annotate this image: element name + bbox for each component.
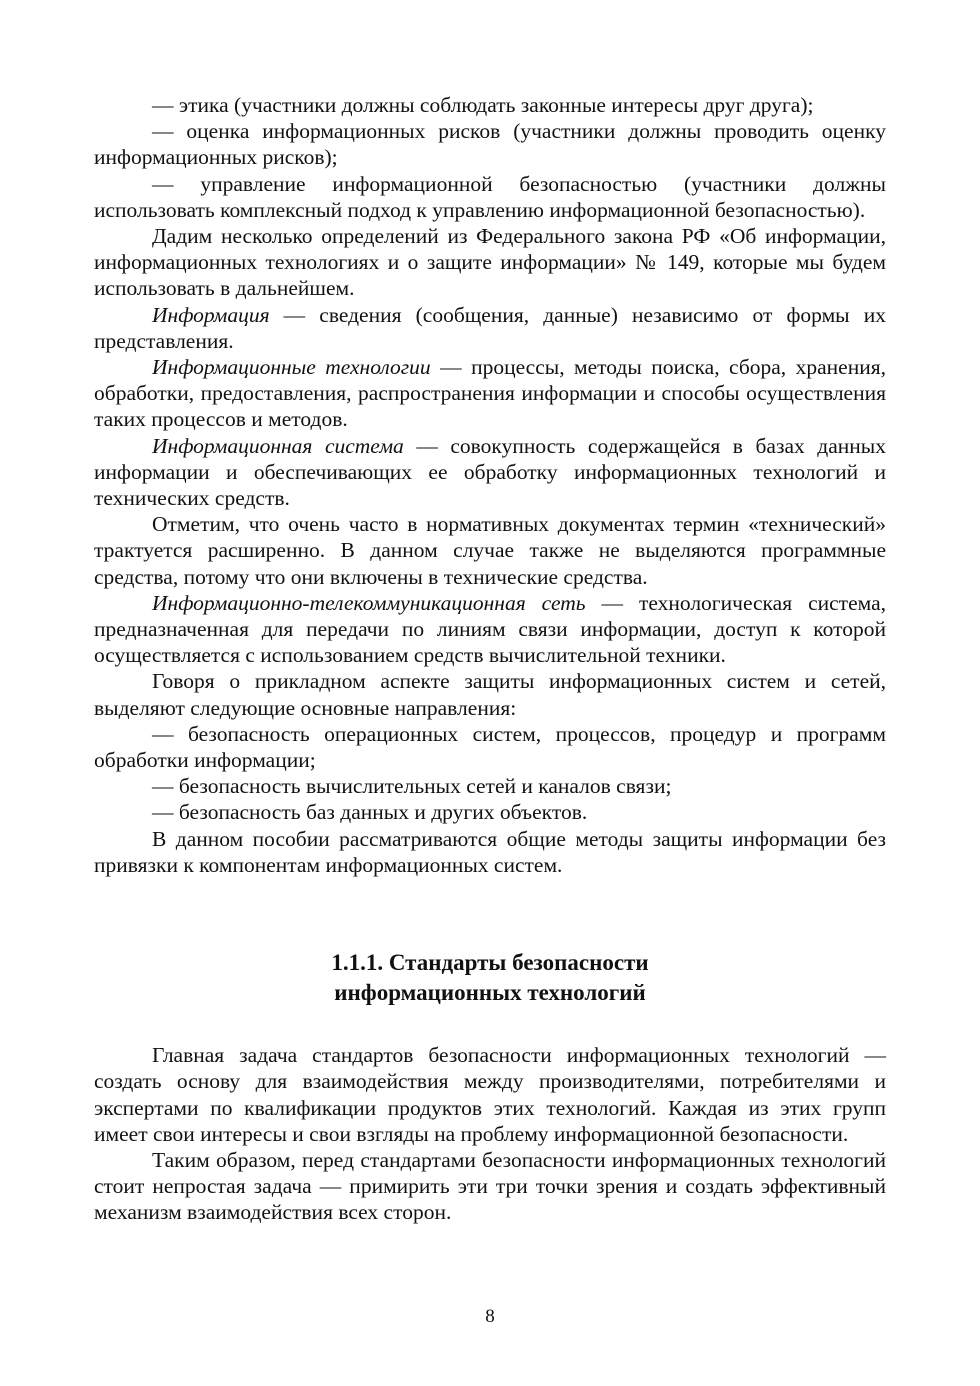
paragraph: В данном пособии рассматриваются общие методы защиты информации без привязки к компонентам информационных систем. — [94, 826, 886, 877]
list-item: — безопасность операционных систем, процессов, процедур и программ обработки информации; — [94, 721, 886, 773]
paragraph: Таким образом, перед стандартами безопасности информационных технологий стоит непростая задача — примирить эти три точки зрения и создать эффективный механизм взаимодействия всех сторон. — [94, 1147, 886, 1225]
definition-paragraph — [94, 590, 886, 669]
paragraph: — управление информационной безопасностью (участники должны использовать комплексный подход к управлению информационной безопасностью). — [94, 171, 886, 222]
defined-term: Информация — [152, 302, 270, 327]
paragraph: — этика (участники должны соблюдать законные интересы друг друга); — [152, 93, 814, 117]
section-heading-line2: информационных технологий — [334, 980, 646, 1006]
defined-term: Информационная система — [152, 433, 404, 458]
section-heading-line1: 1.1.1. Стандарты безопасности — [331, 950, 649, 976]
definition-paragraph — [94, 433, 886, 512]
section-heading — [94, 948, 886, 1008]
paragraph: Главная задача стандартов безопасности информационных технологий — создать основу для взаимодействия между производителями, потребителями и экспертами по квалификации продуктов этих технологий. Каждая из этих групп имеет свои интересы и свои взгляды на проблему информационной безопасности. — [94, 1043, 886, 1146]
definition-text: — сведения (сообщения, данные) независимо от формы их представления. — [94, 302, 886, 353]
defined-term: Информационно-телекоммуникационная сеть — [152, 590, 586, 615]
paragraph: — оценка информационных рисков (участники должны проводить оценку информационных рисков); — [94, 119, 886, 170]
definition-text: — процессы, методы поиска, сбора, хранения, обработки, предоставления, распространения информации и способы осуществления таких процессов и методов. — [94, 355, 886, 432]
definition-text: — технологическая система, предназначенная для передачи по линиям связи информации, доступ к которой осуществляется с использованием средств вычислительной техники. — [94, 590, 886, 668]
definition-text: — совокупность содержащейся в базах данных информации и обеспечивающих ее обработку информационных технологий и технических средств. — [94, 433, 886, 511]
page-number: 8 — [485, 1306, 495, 1327]
paragraph: Говоря о прикладном аспекте защиты информационных систем и сетей, выделяют следующие основные направления: — [94, 669, 886, 720]
list-item: — безопасность вычислительных сетей и каналов связи; — [152, 774, 672, 799]
page-body — [94, 92, 886, 1226]
defined-term: Информационные технологии — [152, 355, 431, 380]
paragraph: Отметим, что очень часто в нормативных документах термин «технический» трактуется расширенно. В данном случае также не выделяются программные средства, потому что они включены в технические средства. — [94, 512, 886, 589]
spacer — [94, 1008, 886, 1042]
definition-paragraph — [94, 354, 886, 433]
paragraph: Дадим несколько определений из Федерального закона РФ «Об информации, информационных технологиях и о защите информации» № 149, которые мы будем использовать в дальнейшем. — [94, 224, 886, 301]
definition-paragraph — [94, 302, 886, 354]
list-item: — безопасность баз данных и других объектов. — [152, 800, 588, 825]
